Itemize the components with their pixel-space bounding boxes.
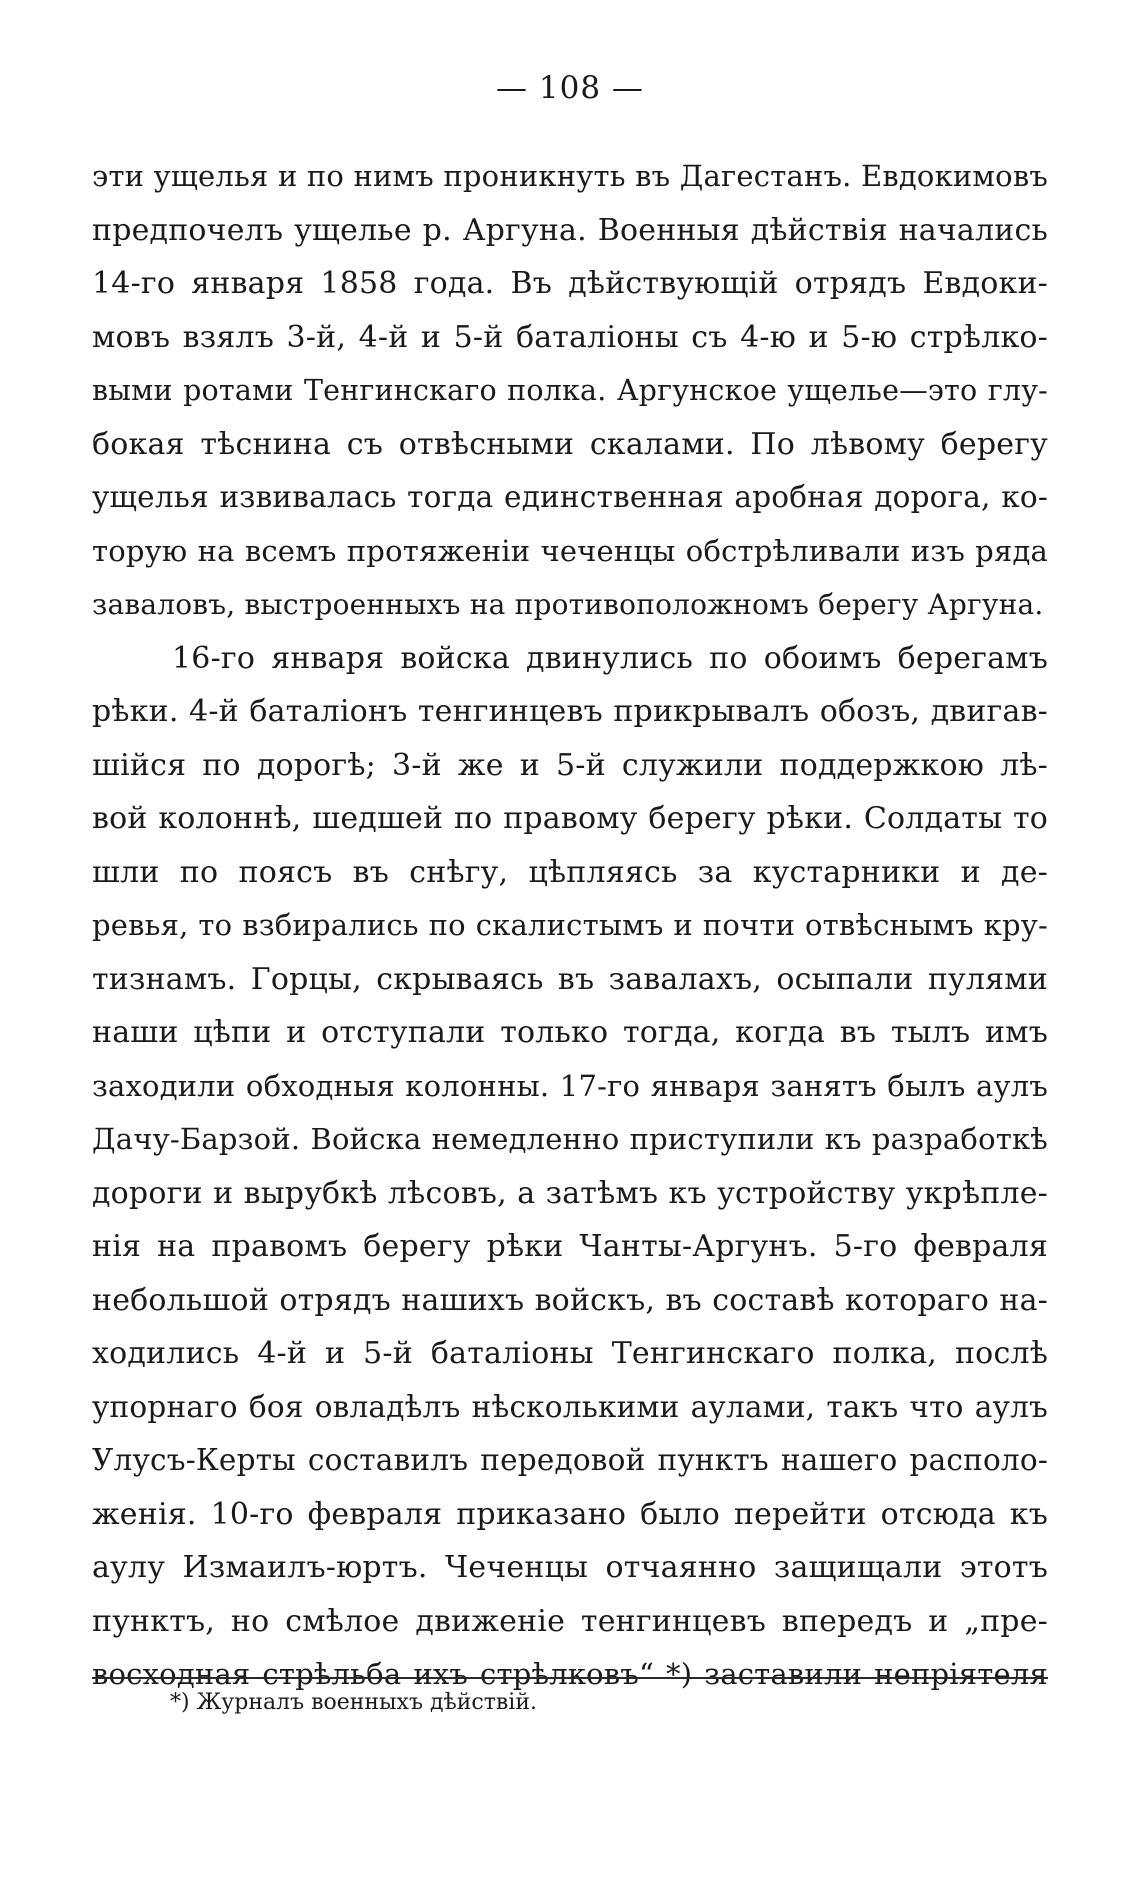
footnote-divider — [92, 1677, 1048, 1679]
text-line: небольшой отрядъ нашихъ войскъ, въ составѣ котораго на- — [92, 1282, 1048, 1318]
text-line: торую на всемъ протяженіи чеченцы обстрѣливали изъ ряда — [92, 533, 1048, 568]
text-line: шли по поясъ въ снѣгу, цѣпляясь за кустарники и де- — [92, 854, 1048, 890]
text-line: нія на правомъ берегу рѣки Чанты-Аргунъ. 5-го февраля — [92, 1229, 1048, 1264]
text-line: ущелья извивалась тогда единственная аробная дорога, ко- — [92, 480, 1048, 514]
paragraph-start-line: 16-го января войска двинулись по обоимъ берегамъ — [172, 640, 1048, 676]
text-line: шійся по дорогѣ; 3-й же и 5-й служили поддержкою лѣ- — [92, 747, 1048, 783]
text-line: тизнамъ. Горцы, скрываясь въ завалахъ, осыпали пулями — [92, 961, 1048, 997]
text-line: наши цѣпи и отступали только тогда, когда въ тылъ имъ — [92, 1015, 1048, 1050]
text-line: ревья, то взбирались по скалистымъ и почти отвѣснымъ кру- — [92, 908, 1048, 942]
text-line: Дачу-Барзой. Войска немедленно приступили къ разработкѣ — [92, 1122, 1048, 1156]
text-line: мовъ взялъ 3-й, 4-й и 5-й баталіоны съ 4-ю и 5-ю стрѣлко- — [92, 319, 1048, 355]
text-line: эти ущелья и по нимъ проникнуть въ Дагестанъ. Евдокимовъ — [92, 159, 1049, 193]
page-number: — 108 — — [496, 70, 644, 106]
text-line: вой колоннѣ, шедшей по правому берегу рѣки. Солдаты то — [92, 801, 1048, 836]
text-line: заходили обходныя колонны. 17-го января занятъ былъ аулъ — [92, 1068, 1048, 1103]
footnote: *) Журналъ военныхъ дѣйствій. — [170, 1690, 537, 1715]
text-line: рѣки. 4-й баталіонъ тенгинцевъ прикрывалъ обозъ, двигав- — [92, 694, 1048, 729]
text-line: предпочелъ ущелье р. Аргуна. Военныя дѣйствія начались — [92, 212, 1048, 248]
text-line: 14-го января 1858 года. Въ дѣйствующій отрядъ Евдоки- — [92, 266, 1048, 301]
paragraph-end-line: заваловъ, выстроенныхъ на противоположномъ берегу Аргуна. — [92, 588, 1044, 621]
text-line: Улусъ-Керты составилъ передовой пунктъ нашего располо- — [92, 1443, 1048, 1477]
text-line: ходились 4-й и 5-й баталіоны Тенгинскаго полка, послѣ — [92, 1336, 1048, 1371]
text-line: дороги и вырубкѣ лѣсовъ, а затѣмъ къ устройству укрѣпле- — [92, 1175, 1048, 1211]
text-line: бокая тѣснина съ отвѣсными скалами. По лѣвому берегу — [92, 426, 1048, 462]
text-line: упорнаго боя овладѣлъ нѣсколькими аулами, такъ что аулъ — [92, 1389, 1048, 1424]
text-line: восходная стрѣльба ихъ стрѣлковъ“ *) заставили непріятеля — [92, 1657, 1048, 1691]
text-line: выми ротами Тенгинскаго полка. Аргунское ущелье—это глу- — [92, 374, 1048, 407]
body-text — [92, 150, 1048, 1702]
text-line: аулу Измаилъ-юртъ. Чеченцы отчаянно защищали этотъ — [92, 1550, 1048, 1585]
text-line: женія. 10-го февраля приказано было перейти отсюда къ — [92, 1496, 1048, 1532]
text-line: пунктъ, но смѣлое движеніе тенгинцевъ впередъ и „пре- — [92, 1603, 1048, 1639]
